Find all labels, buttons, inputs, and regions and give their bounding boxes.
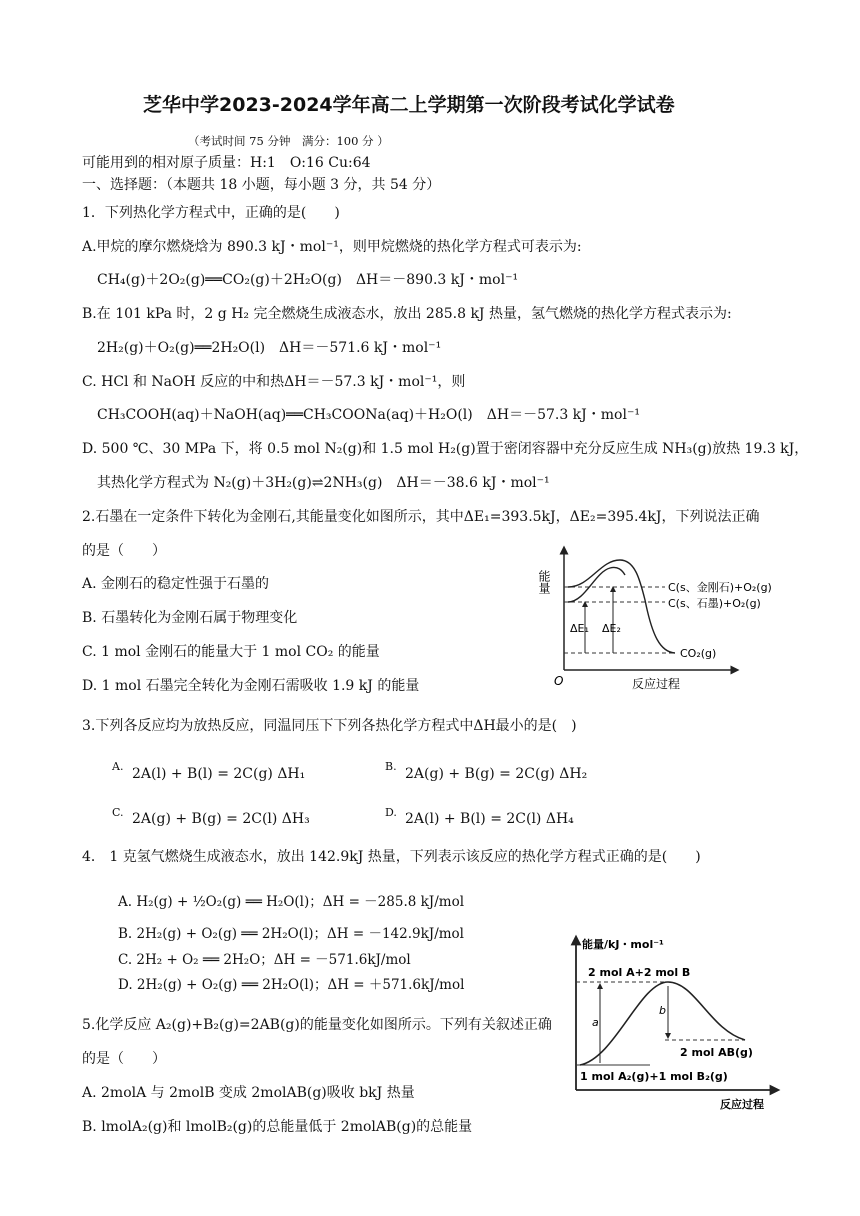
q3-option-a-letter: A. xyxy=(112,760,124,773)
y-axis-label: 能量/kJ・mol⁻¹ xyxy=(582,938,664,951)
q5-energy-diagram xyxy=(560,930,790,1115)
q4-option-d: D. 2H₂(g) + O₂(g) ══ 2H₂O(l)；ΔH = ＋571.6kJ/mol xyxy=(118,977,465,993)
q4-option-c: C. 2H₂ + O₂ ══ 2H₂O；ΔH = －571.6kJ/mol xyxy=(118,952,411,968)
graphite-label: C(s、石墨)+O₂(g) xyxy=(668,597,761,610)
x-axis-label: 反应过程 xyxy=(720,1098,764,1111)
q5-stem: 5.化学反应 A₂(g)+B₂(g)=2AB(g)的能量变化如图所示。下列有关叙述正确 xyxy=(82,1017,552,1033)
y-axis-label: 能量 xyxy=(537,570,551,594)
origin-label: O xyxy=(554,674,564,688)
q1-option-a: A.甲烷的摩尔燃烧焓为 890.3 kJ・mol⁻¹，则甲烷燃烧的热化学方程式可表示为: xyxy=(82,239,582,255)
q3-option-b: 2A(g) + B(g) = 2C(g) ΔH₂ xyxy=(405,766,588,782)
q1-option-d-equation: 其热化学方程式为 N₂(g)＋3H₂(g)⇌2NH₃(g) ΔH＝－38.6 kJ・mol⁻¹ xyxy=(97,475,550,491)
exam-info: （考试时间 75 分钟 满分：100 分 ） xyxy=(188,134,389,148)
page-title: 芝华中学2023-2024学年高二上学期第一次阶段考试化学试卷 xyxy=(143,94,675,116)
q1-option-c: C. HCl 和 NaOH 反应的中和热ΔH＝－57.3 kJ・mol⁻¹，则 xyxy=(82,374,466,390)
de1-label: ΔE₁ xyxy=(570,622,589,635)
q5-option-a: A. 2molA 与 2molB 变成 2molAB(g)吸收 bkJ 热量 xyxy=(82,1085,415,1101)
q3-option-c: 2A(g) + B(g) = 2C(l) ΔH₃ xyxy=(132,811,310,827)
diamond-curve xyxy=(568,560,675,653)
x-axis-label: 反应过程 xyxy=(632,677,681,691)
diamond-label: C(s、金刚石)+O₂(g) xyxy=(668,581,772,594)
q1-option-b: B.在 101 kPa 时，2 g H₂ 完全燃烧生成液态水，放出 285.8 kJ 热量，氢气燃烧的热化学方程式表示为: xyxy=(82,306,732,322)
q1-option-b-equation: 2H₂(g)＋O₂(g)══2H₂O(l) ΔH＝－571.6 kJ・mol⁻¹ xyxy=(97,340,442,356)
q3-option-a: 2A(l) + B(l) = 2C(g) ΔH₁ xyxy=(132,766,306,782)
section-heading: 一、选择题：（本题共 18 小题，每小题 3 分，共 54 分） xyxy=(82,177,441,193)
reactant-label: 1 mol A₂(g)+1 mol B₂(g) xyxy=(580,1070,728,1083)
q3-stem: 3.下列各反应均为放热反应，同温同压下下列各热化学方程式中ΔH最小的是( ) xyxy=(82,718,577,734)
a-label: a xyxy=(592,1016,599,1029)
q3-option-d-letter: D. xyxy=(385,806,397,819)
q2-option-a: A. 金刚石的稳定性强于石墨的 xyxy=(82,576,270,592)
q2-stem: 2.石墨在一定条件下转化为金刚石,其能量变化如图所示，其中ΔE₁=393.5kJ，ΔE₂=395.4kJ，下列说法正确 xyxy=(82,509,760,525)
top-label: 2 mol A+2 mol B xyxy=(588,966,691,979)
q5-stem-cont: 的是（ ） xyxy=(82,1051,166,1067)
q3-option-b-letter: B. xyxy=(385,760,397,773)
product-label: 2 mol AB(g) xyxy=(680,1046,753,1059)
b-label: b xyxy=(659,1004,666,1017)
q2-energy-diagram xyxy=(537,540,790,695)
q1-option-a-equation: CH₄(g)＋2O₂(g)══CO₂(g)＋2H₂O(g) ΔH＝－890.3 kJ・mol⁻¹ xyxy=(97,272,519,288)
co2-label: CO₂(g) xyxy=(680,647,717,660)
q2-option-c: C. 1 mol 金刚石的能量大于 1 mol CO₂ 的能量 xyxy=(82,644,380,660)
q4-option-b: B. 2H₂(g) + O₂(g) ══ 2H₂O(l)；ΔH = －142.9kJ/mol xyxy=(118,926,464,942)
q4-stem: 4． 1 克氢气燃烧生成液态水，放出 142.9kJ 热量，下列表示该反应的热化学方程式正确的是( ) xyxy=(82,849,701,865)
q1-stem: 1．下列热化学方程式中，正确的是( ) xyxy=(82,205,340,221)
de2-label: ΔE₂ xyxy=(602,622,621,635)
q1-option-d: D. 500 ℃、30 MPa 下，将 0.5 mol N₂(g)和 1.5 mol H₂(g)置于密闭容器中充分反应生成 NH₃(g)放热 19.3 kJ， xyxy=(82,441,809,457)
q5-option-b: B. lmolA₂(g)和 lmolB₂(g)的总能量低于 2molAB(g)的总能量 xyxy=(82,1119,473,1135)
q1-option-c-equation: CH₃COOH(aq)＋NaOH(aq)══CH₃COONa(aq)＋H₂O(l) ΔH＝－57.3 kJ・mol⁻¹ xyxy=(97,407,640,423)
q3-option-c-letter: C. xyxy=(112,806,124,819)
q3-option-d: 2A(l) + B(l) = 2C(l) ΔH₄ xyxy=(405,811,574,827)
q2-option-d: D. 1 mol 石墨完全转化为金刚石需吸收 1.9 kJ 的能量 xyxy=(82,678,420,694)
atomic-masses: 可能用到的相对原子质量：H:1 O:16 Cu:64 xyxy=(82,155,371,171)
q2-stem-cont: 的是（ ） xyxy=(82,543,166,559)
q4-option-a: A. H₂(g) + ½O₂(g) ══ H₂O(l)；ΔH = －285.8 kJ/mol xyxy=(118,894,465,910)
q2-option-b: B. 石墨转化为金刚石属于物理变化 xyxy=(82,610,298,626)
